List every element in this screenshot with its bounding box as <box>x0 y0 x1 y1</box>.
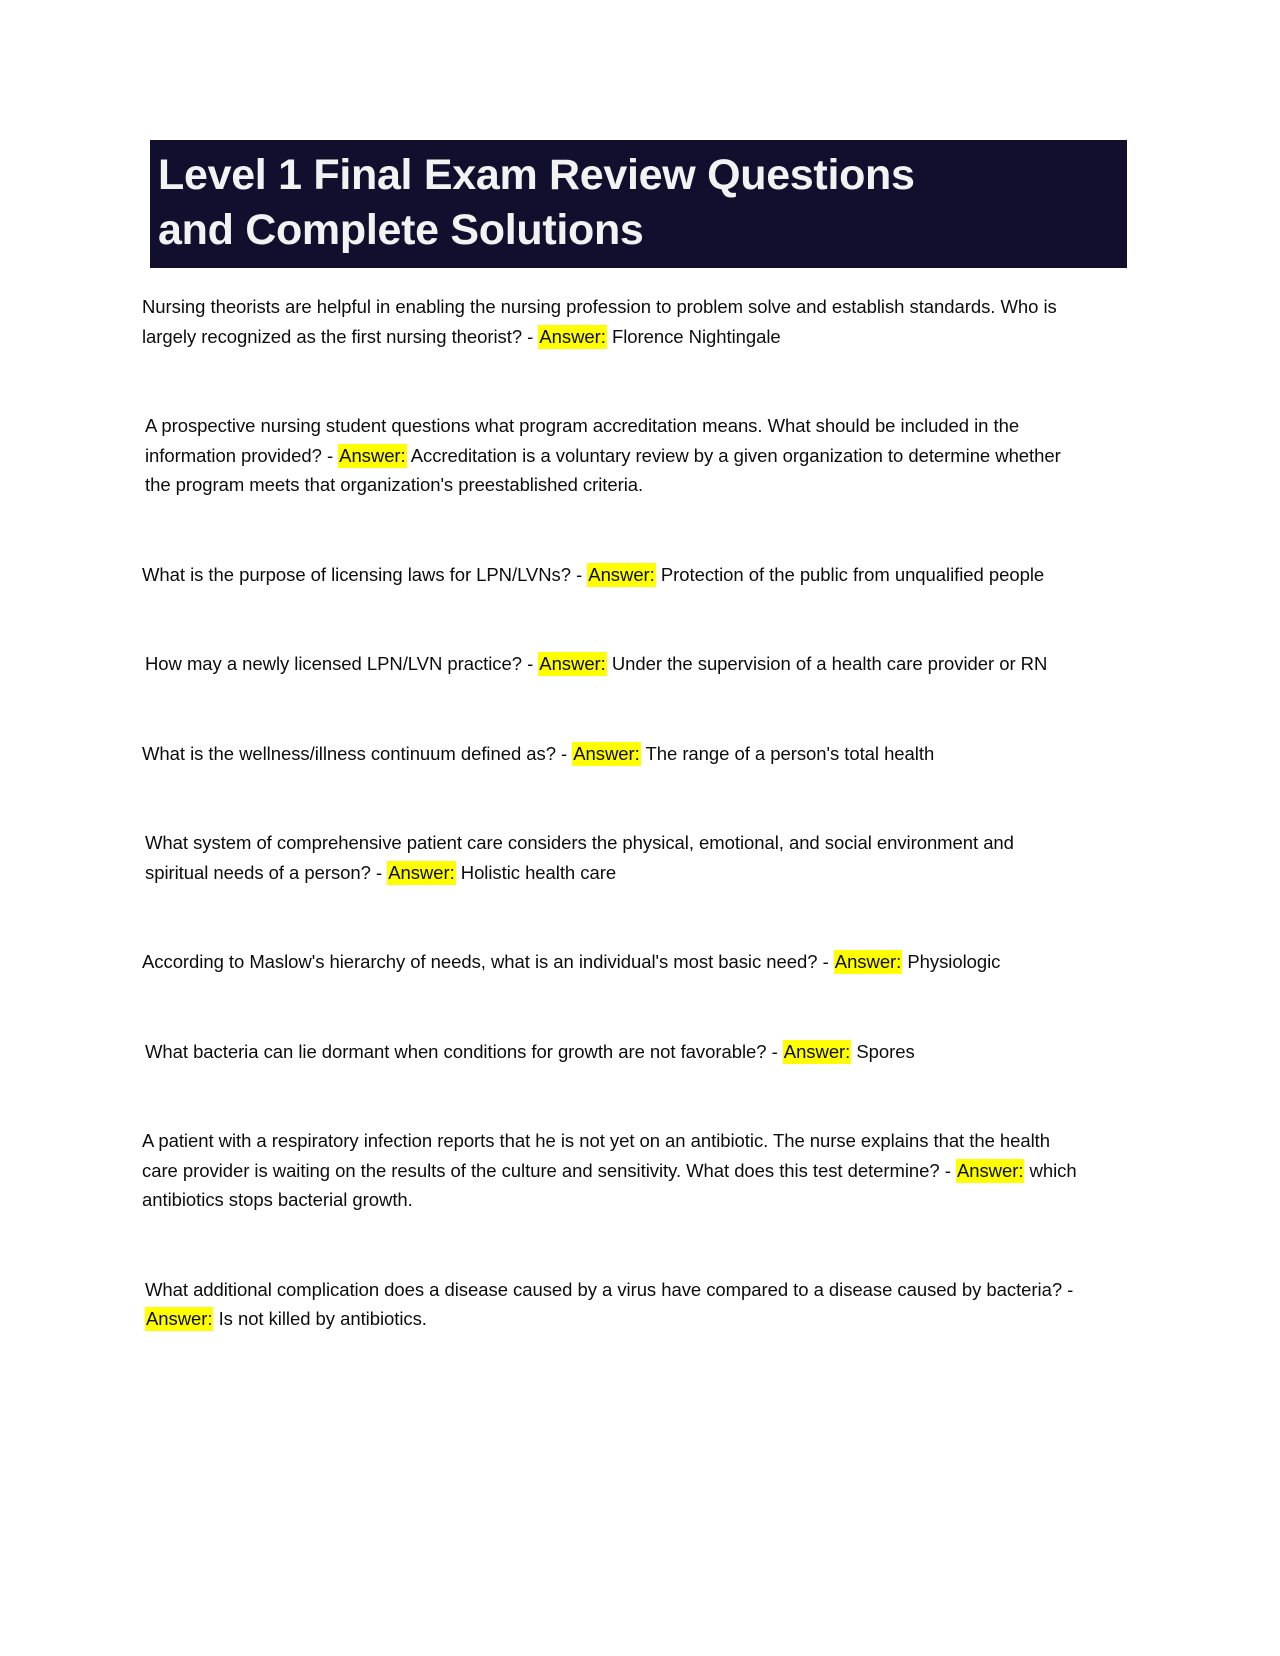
document-title-banner <box>150 140 1127 268</box>
qa-answer: Spores <box>851 1040 915 1062</box>
qa-answer: Protection of the public from unqualified people <box>655 563 1045 585</box>
answer-highlight-label: Answer: <box>339 444 406 466</box>
answer-highlight-label: Answer: <box>573 742 640 764</box>
page-title-line-2: and Complete Solutions <box>158 206 644 254</box>
qa-separator: - <box>555 742 573 764</box>
qa-separator: - <box>521 653 539 674</box>
qa-block <box>142 1037 1077 1067</box>
qa-separator: - <box>570 563 588 585</box>
answer-highlight-label: Answer: <box>146 1308 213 1329</box>
qa-question: How may a newly licensed LPN/LVN practice? <box>145 653 522 674</box>
qa-answer: Physiologic <box>902 951 1001 972</box>
qa-question: What additional complication does a disease caused by a virus have compared to a disease caused by bacteria? <box>145 1278 1063 1300</box>
qa-question: What is the purpose of licensing laws for LPN/LVNs? <box>142 563 571 585</box>
qa-answer: The range of a person's total health <box>640 742 935 764</box>
qa-separator: - <box>817 951 834 972</box>
qa-block <box>142 411 1077 500</box>
qa-question: A prospective nursing student questions what program accreditation means. What should be included in the information provided? <box>145 415 1020 466</box>
qa-answer: which antibiotics stops bacterial growth. <box>142 1159 1077 1210</box>
qa-block <box>142 292 1077 351</box>
qa-answer: Is not killed by antibiotics. <box>213 1308 427 1329</box>
qa-block <box>142 560 1077 590</box>
qa-list <box>142 292 1077 1334</box>
answer-highlight-label: Answer: <box>783 1040 851 1062</box>
qa-separator: - <box>1062 1278 1074 1300</box>
qa-block <box>142 1275 1077 1334</box>
qa-question: What bacteria can lie dormant when conditions for growth are not favorable? <box>145 1040 767 1062</box>
qa-answer: Holistic health care <box>455 861 617 883</box>
qa-block <box>142 828 1077 887</box>
answer-highlight-label: Answer: <box>588 563 655 585</box>
answer-highlight-label: Answer: <box>388 861 455 883</box>
answer-highlight-label: Answer: <box>956 1159 1024 1181</box>
qa-block <box>142 1126 1077 1215</box>
qa-answer: Under the supervision of a health care provider or RN <box>606 653 1048 674</box>
qa-question: A patient with a respiratory infection reports that he is not yet on an antibiotic. The nurse explains that the health care provider is waiting on the results of the culture and sensitivity. What does this test determine? <box>142 1130 1050 1181</box>
answer-highlight-label: Answer: <box>539 325 606 347</box>
qa-question: According to Maslow's hierarchy of needs, what is an individual's most basic need? <box>142 951 818 972</box>
qa-answer: Florence Nightingale <box>606 325 781 347</box>
qa-answer: Accreditation is a voluntary review by a given organization to determine whether the program meets that organization's preestablished criteria. <box>145 444 1061 495</box>
qa-separator: - <box>321 444 339 466</box>
qa-separator: - <box>370 861 388 883</box>
qa-block <box>142 739 1077 769</box>
qa-question: What is the wellness/illness continuum defined as? <box>142 742 556 764</box>
qa-separator: - <box>939 1159 956 1181</box>
qa-question: Nursing theorists are helpful in enabling the nursing profession to problem solve and establish standards. Who is largely recognized as the first nursing theorist? <box>142 296 1057 347</box>
page-title-line-1: Level 1 Final Exam Review Questions <box>158 151 915 199</box>
answer-highlight-label: Answer: <box>834 951 902 972</box>
qa-block <box>142 947 1077 977</box>
qa-separator: - <box>766 1040 783 1062</box>
qa-question: What system of comprehensive patient care considers the physical, emotional, and social environment and spiritual needs of a person? <box>145 832 1014 883</box>
qa-separator: - <box>522 325 539 347</box>
qa-block <box>142 649 1077 679</box>
answer-highlight-label: Answer: <box>539 653 606 674</box>
